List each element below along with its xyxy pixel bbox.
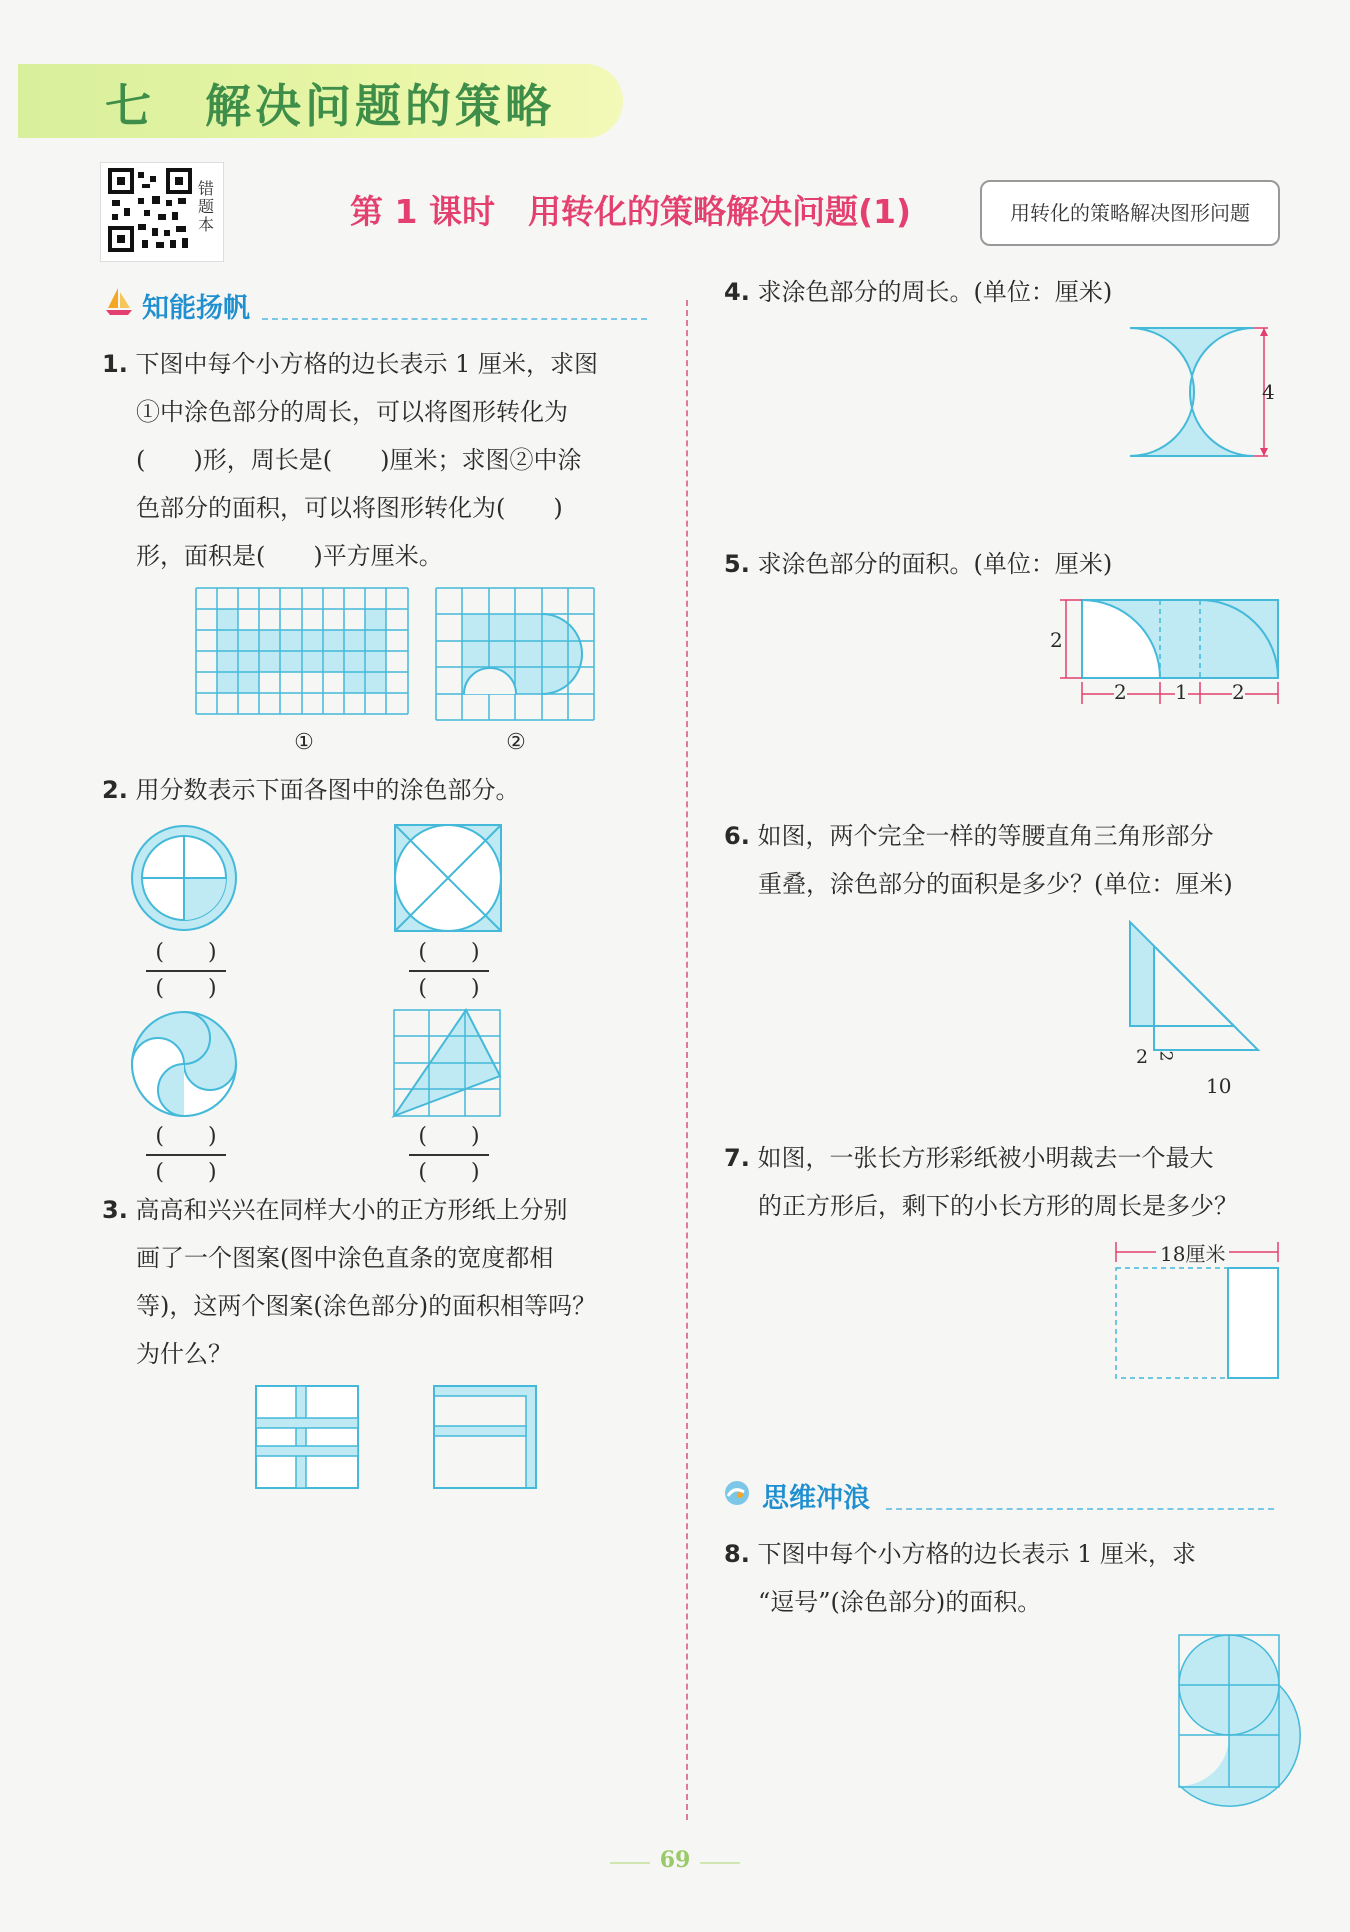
section-advanced-heading: 思维冲浪 — [762, 1483, 870, 1514]
question-text: 为什么？ — [136, 1340, 232, 1368]
dimension-label: 2 — [1136, 1046, 1149, 1068]
question-text: 下图中每个小方格的边长表示 1 厘米，求 — [757, 1540, 1196, 1568]
question-text: 求涂色部分的周长。(单位：厘米) — [757, 278, 1113, 306]
sailboat-icon — [104, 286, 134, 316]
fraction-answer[interactable] — [404, 1120, 494, 1190]
fraction-answer[interactable] — [141, 1120, 231, 1190]
question-text: 等)，这两个图案(涂色部分)的面积相等吗？ — [136, 1292, 597, 1320]
question-7 — [724, 1134, 1304, 1230]
q1-figure-2 — [436, 588, 594, 720]
q2-circle-quarter — [130, 824, 238, 932]
question-text: 高高和兴兴在同样大小的正方形纸上分别 — [135, 1196, 568, 1224]
q3-pattern-1 — [256, 1386, 358, 1488]
dimension-label: 18厘米 — [1156, 1238, 1229, 1267]
denominator-blank[interactable]: ( ) — [418, 976, 480, 1001]
q2-circle-swirl — [130, 1010, 238, 1118]
question-1 — [102, 340, 662, 580]
q5-figure — [1050, 598, 1280, 708]
figure-caption: ② — [506, 730, 526, 755]
q1-figure-1 — [196, 588, 408, 720]
wave-icon — [722, 1478, 752, 1508]
q6-figure — [1128, 920, 1278, 1070]
page-line-right — [700, 1862, 740, 1864]
numerator-blank[interactable]: ( ) — [418, 940, 480, 965]
q3-pattern-2 — [434, 1386, 536, 1488]
question-number: 8. — [724, 1540, 750, 1568]
question-number: 4. — [724, 278, 750, 306]
question-text: 用分数表示下面各图中的涂色部分。 — [135, 776, 520, 804]
question-text: 画了一个图案(图中涂色直条的宽度都相 — [136, 1244, 554, 1272]
qr-code-icon — [108, 168, 192, 252]
question-2 — [102, 766, 662, 814]
question-text: 如图，两个完全一样的等腰直角三角形部分 — [757, 822, 1214, 850]
question-3 — [102, 1186, 672, 1378]
question-text: 的正方形后，剩下的小长方形的周长是多少？ — [758, 1192, 1238, 1220]
dimension-label: 1 — [1175, 680, 1188, 704]
question-5 — [724, 540, 1284, 588]
question-number: 7. — [724, 1144, 750, 1172]
page-number: 69 — [659, 1847, 691, 1873]
question-4 — [724, 268, 1284, 316]
section-underline — [262, 318, 647, 320]
qr-label: 错题本 — [198, 179, 215, 234]
question-text: 形，面积是( )平方厘米。 — [136, 542, 443, 570]
question-text: 下图中每个小方格的边长表示 1 厘米，求图 — [135, 350, 598, 378]
section-underline — [886, 1508, 1274, 1510]
section-basic-heading: 知能扬帆 — [142, 293, 250, 324]
question-text: ( )形，周长是( )厘米；求图②中涂 — [136, 446, 582, 474]
numerator-blank[interactable]: ( ) — [155, 940, 217, 965]
lesson-tag: 用转化的策略解决图形问题 — [980, 180, 1280, 246]
fraction-answer[interactable] — [404, 936, 494, 1006]
q2-grid-triangle — [394, 1010, 500, 1116]
question-text: ①中涂色部分的周长，可以将图形转化为 — [136, 398, 568, 426]
q8-comma-figure — [1178, 1634, 1280, 1788]
numerator-blank[interactable]: ( ) — [155, 1124, 217, 1149]
q4-figure — [1128, 326, 1278, 458]
column-divider — [686, 300, 688, 1820]
question-text: 如图，一张长方形彩纸被小明裁去一个最大 — [757, 1144, 1214, 1172]
question-6 — [724, 812, 1304, 908]
denominator-blank[interactable]: ( ) — [155, 976, 217, 1001]
dimension-label: 2 — [1114, 680, 1127, 704]
question-text: “逗号”(涂色部分)的面积。 — [758, 1588, 1042, 1616]
dimension-label: 2 — [1232, 680, 1245, 704]
dimension-label: 2 — [1050, 628, 1063, 652]
question-text: 重叠，涂色部分的面积是多少？(单位：厘米) — [758, 870, 1233, 898]
figure-caption: ① — [294, 730, 314, 755]
question-number: 6. — [724, 822, 750, 850]
page-line-left — [610, 1862, 650, 1864]
chapter-title: 七 解决问题的策略 — [105, 79, 555, 133]
denominator-blank[interactable]: ( ) — [155, 1160, 217, 1185]
q2-square-circle — [394, 824, 502, 932]
lesson-title: 第 1 课时 用转化的策略解决问题(1) — [350, 192, 912, 231]
fraction-answer[interactable] — [141, 936, 231, 1006]
question-8 — [724, 1530, 1304, 1626]
question-number: 3. — [102, 1196, 128, 1224]
dimension-label: 2 — [1155, 1050, 1176, 1062]
dimension-label: 4 — [1262, 380, 1275, 404]
question-number: 1. — [102, 350, 128, 378]
denominator-blank[interactable]: ( ) — [418, 1160, 480, 1185]
numerator-blank[interactable]: ( ) — [418, 1124, 480, 1149]
dimension-label: 10 — [1206, 1074, 1232, 1098]
question-text: 色部分的面积，可以将图形转化为( ) — [136, 494, 563, 522]
question-number: 2. — [102, 776, 128, 804]
question-number: 5. — [724, 550, 750, 578]
question-text: 求涂色部分的面积。(单位：厘米) — [757, 550, 1113, 578]
